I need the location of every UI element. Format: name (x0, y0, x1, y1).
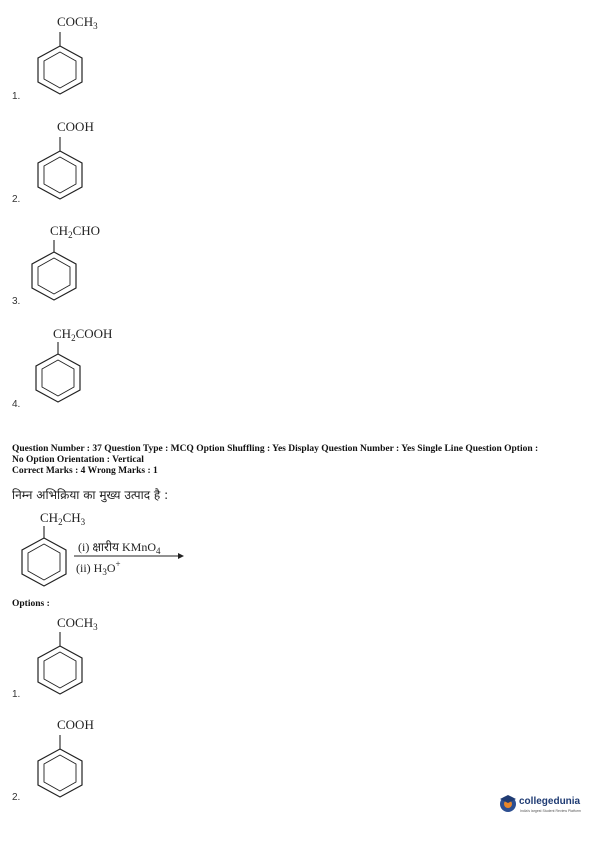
option-2-substituent: COOH (57, 717, 94, 732)
option-4-number[interactable]: 4. (12, 399, 21, 410)
option-3-substituent: $CH_2CHO$ (50, 223, 101, 240)
collegedunia-logo (498, 793, 588, 819)
options-label: Options : (12, 599, 50, 609)
logo-tagline: India's largest Student Review Platform (520, 809, 581, 813)
benzene-ring-icon (30, 735, 90, 797)
reagent-1: (i) क्षारीय KMnO$_4$ (78, 540, 161, 556)
benzene-ring-icon (30, 137, 90, 199)
benzene-ring-icon (28, 342, 88, 404)
reagent-2: (ii) $H_3O^+$ (76, 559, 121, 577)
option-4-substituent: $CH_2COOH$ (53, 326, 113, 343)
question-text: निम्न अभिक्रिया का मुख्य उत्पाद है : (12, 488, 169, 502)
benzene-ring-icon (14, 526, 74, 588)
option-2-number[interactable]: 2. (12, 792, 21, 803)
benzene-ring-icon (30, 32, 90, 94)
question-meta (12, 444, 587, 477)
option-3-number[interactable]: 3. (12, 296, 21, 307)
reactant-substituent: $CH_2CH_3$ (40, 510, 86, 527)
question-meta-line-1: Question Number : 37 Question Type : MCQ Option Shuffling : Yes Display Question Number : Yes Single Line Question Option : (12, 444, 539, 454)
benzene-ring-icon (24, 240, 84, 302)
logo-name: collegedunia (519, 796, 581, 807)
question-marks: Correct Marks : 4 Wrong Marks : 1 (12, 466, 158, 476)
graduation-cap-icon (498, 793, 518, 813)
benzene-ring-icon (30, 632, 90, 694)
option-2-substituent: COOH (57, 119, 94, 134)
option-1-substituent: $COCH_3$ (57, 14, 98, 31)
option-1-substituent: $COCH_3$ (57, 615, 98, 632)
option-1-number[interactable]: 1. (12, 91, 21, 102)
option-2-number[interactable]: 2. (12, 194, 21, 205)
option-1-number[interactable]: 1. (12, 689, 21, 700)
question-meta-line-2: No Option Orientation : Vertical (12, 455, 144, 465)
